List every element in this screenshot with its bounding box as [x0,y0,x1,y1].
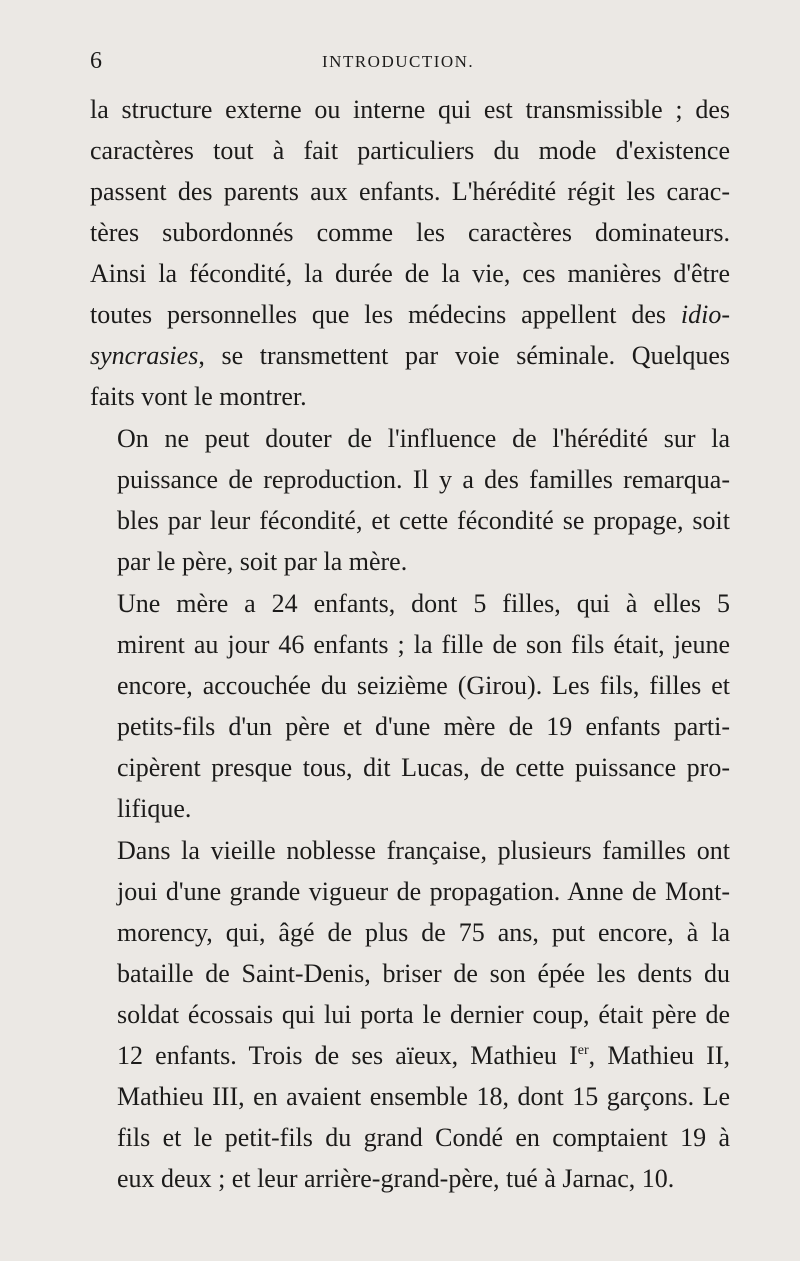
text-line: cipèrent presque tous, dit Lucas, de cette puissance pro- [117,753,730,782]
italic-word: idio- [680,300,731,329]
paragraph-3 [90,583,730,829]
text-line: Mathieu III, en avaient ensemble 18, dont 15 garçons. Le [117,1082,730,1111]
text-line: la structure externe ou interne qui est transmissible ; des [90,95,730,124]
italic-word: syncrasies [90,341,199,370]
text-line: bles par leur fécondité, et cette fécondité se propage, soit [117,506,730,535]
text-line-part: , Mathieu II, [588,1041,730,1070]
text-line: morency, qui, âgé de plus de 75 ans, put encore, à la [117,918,730,947]
running-title: INTRODUCTION. [322,52,475,71]
text-line: caractères tout à fait particuliers du mode d'existence [90,136,730,165]
text-line: soldat écossais qui lui porta le dernier coup, était père de [117,1000,730,1029]
page-number: 6 [90,48,102,74]
text-line [90,1035,730,1076]
running-head [90,48,730,78]
body-text [90,89,730,1200]
text-line: faits vont le montrer. [90,382,307,411]
paragraph-4 [90,830,730,1199]
text-line: Dans la vieille noblesse française, plusieurs familles ont [117,836,730,865]
text-line: Ainsi la fécondité, la durée de la vie, ces manières d'être [90,259,730,288]
text-line [90,294,730,335]
paragraph-2 [90,418,730,582]
text-line-part: toutes personnelles que les médecins appellent des [90,300,666,329]
text-line: passent des parents aux enfants. L'hérédité régit les carac- [90,177,730,206]
text-line: encore, accouchée du seizième (Girou). Les fils, filles et [117,671,730,700]
text-line: On ne peut douter de l'influence de l'hérédité sur la [117,424,730,453]
text-line-part: , se transmettent par voie séminale. Quelques [198,341,730,370]
text-line: Une mère a 24 enfants, dont 5 filles, qui à elles 5 [117,589,730,618]
text-line: lifique. [117,794,192,823]
text-line: bataille de Saint-Denis, briser de son épée les dents du [117,959,730,988]
text-line: eux deux ; et leur arrière-grand-père, tué à Jarnac, 10. [117,1164,675,1193]
text-line: tères subordonnés comme les caractères dominateurs. [90,218,730,247]
text-line: par le père, soit par la mère. [117,547,408,576]
text-line: fils et le petit-fils du grand Condé en comptaient 19 à [117,1123,730,1152]
text-line-part: 12 enfants. Trois de ses aïeux, Mathieu I [117,1041,578,1070]
text-line: petits-fils d'un père et d'une mère de 19 enfants parti- [117,712,730,741]
text-line: mirent au jour 46 enfants ; la fille de son fils était, jeune [117,630,730,659]
text-line [90,335,730,376]
text-line: puissance de reproduction. Il y a des familles remarqua- [117,465,730,494]
paragraph-1 [90,89,730,417]
superscript: er [577,1043,589,1058]
text-line: joui d'une grande vigueur de propagation. Anne de Mont- [117,877,730,906]
